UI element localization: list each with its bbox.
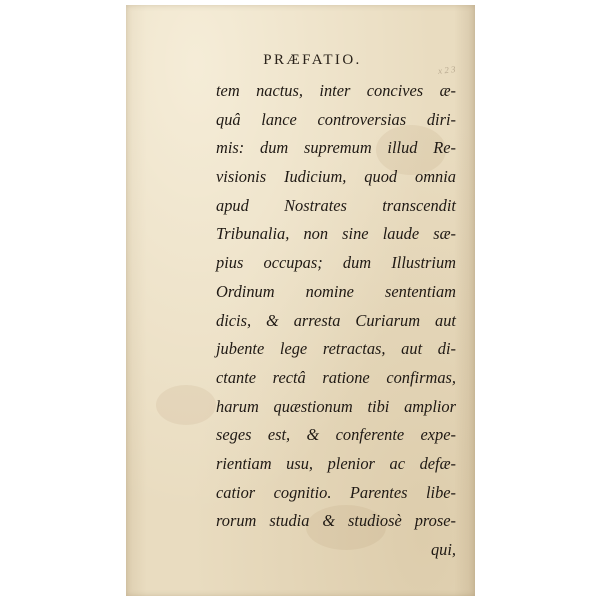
text-line: tem nactus, inter concives æ- [216, 81, 456, 100]
text-line: rorum studia & studiosè prose- [216, 511, 456, 531]
text-line: ctante rectâ ratione confirmas, [216, 367, 456, 387]
text-line: pius occupas; dum Illustrium [216, 253, 456, 273]
text-line: apud Nostrates transcendit [216, 195, 456, 215]
text-line: quâ lance controversias diri- [216, 109, 456, 129]
text-line: dicis, & arresta Curiarum aut [216, 310, 456, 330]
book-page [126, 5, 475, 596]
body-text [216, 77, 456, 565]
text-line: qui, [430, 540, 456, 559]
paper-stain [156, 385, 216, 425]
text-line: Ordinum nomine sententiam [216, 281, 456, 301]
text-line: harum quæstionum tibi amplior [216, 396, 456, 416]
text-line: jubente lege retractas, aut di- [216, 339, 456, 359]
marginal-note: x 2 3 [437, 64, 456, 76]
text-line: seges est, & conferente expe- [216, 425, 456, 445]
text-line: rientiam usu, plenior ac defæ- [216, 453, 456, 473]
text-line: mis: dum supremum illud Re- [216, 138, 456, 158]
text-line: visionis Iudicium, quod omnia [216, 167, 456, 187]
text-line: Tribunalia, non sine laude sæ- [216, 224, 456, 244]
text-line: catior cognitio. Parentes libe- [216, 482, 456, 502]
running-head: PRÆFATIO. [263, 52, 362, 68]
